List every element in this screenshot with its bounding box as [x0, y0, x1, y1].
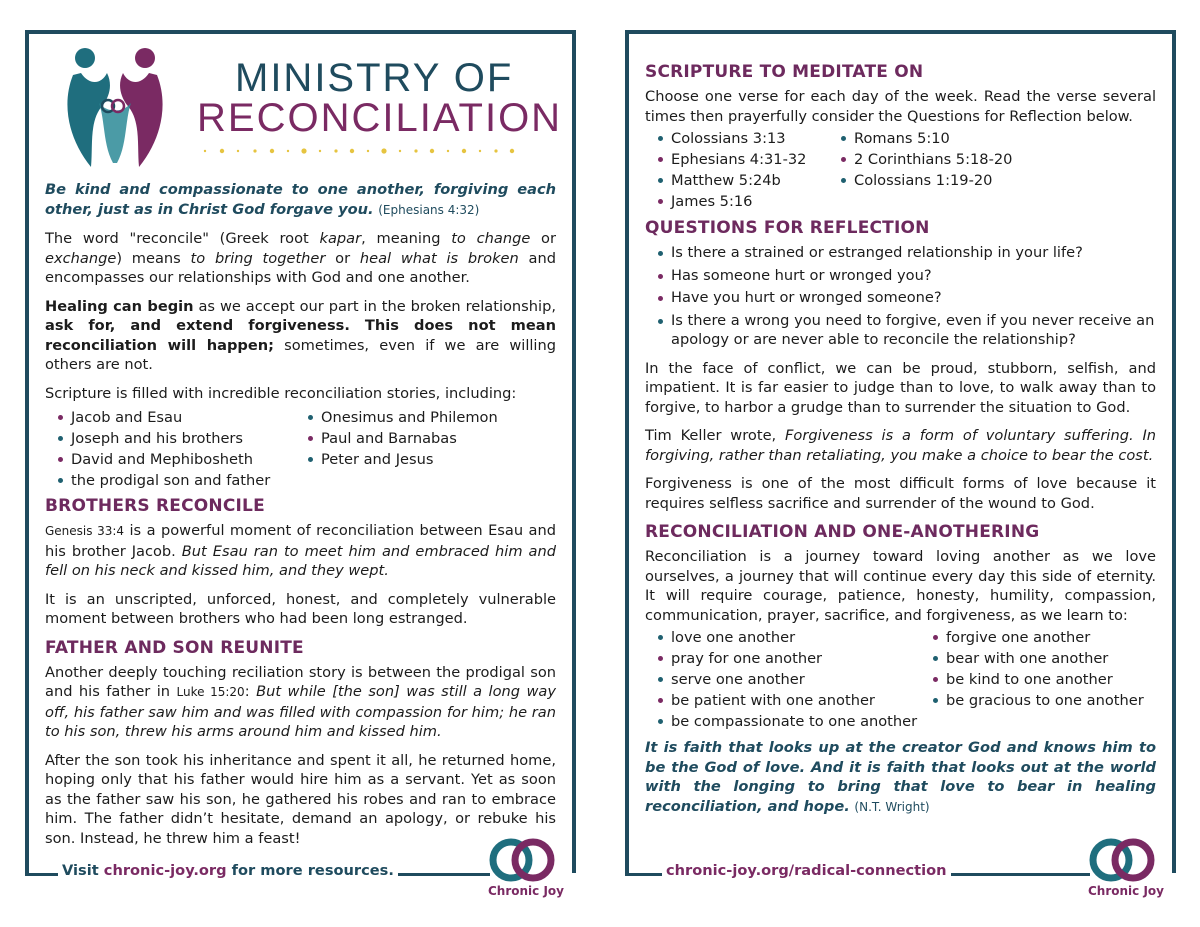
one-anothering-heading: RECONCILIATION AND ONE-ANOTHERING [645, 522, 1040, 542]
left-panel [25, 30, 576, 873]
reconcile-definition: The word "reconcile" (Greek root kapar, meaning to change or exchange) means to bring together or heal what is broken and encompasses our relationships with God and one another. [45, 230, 556, 286]
one-anothering-paragraph: Reconciliation is a journey toward loving another as we love ourselves, a journey that will continue every day this side of eternity. It will require courage, patience, honesty, humility, compassion, communication, prayer, sacrifice, and forgiveness, as we learn to: [645, 548, 1156, 624]
healing-paragraph: Healing can begin as we accept our part in the broken relationship, ask for, and extend forgiveness. This does not mean reconciliation will happen; sometimes, even if we are willing others are not. [45, 297, 556, 373]
list-item: Matthew 5:24b [645, 170, 828, 191]
list-item: Is there a strained or estranged relationship in your life? [645, 243, 1156, 263]
radical-connection-link[interactable]: chronic-joy.org/radical-connection [662, 862, 951, 879]
one-another-list [645, 627, 1156, 732]
list-item: be patient with one another [645, 690, 920, 711]
forgiveness-paragraph: Forgiveness is one of the most difficult forms of love because it requires selfless sacrifice and surrender of the wound to God. [645, 475, 1156, 512]
scripture-heading: SCRIPTURE TO MEDITATE ON [645, 62, 924, 82]
conflict-paragraph: In the face of conflict, we can be proud, stubborn, selfish, and impatient. It is far easier to judge than to love, to walk away than to forgive, to harbor a grudge than to surrender the situation to God. [645, 359, 1156, 416]
chronic-joy-rings-icon [488, 836, 556, 886]
ministry-logo [45, 34, 563, 174]
scripture-intro: Choose one verse for each day of the week. Read the verse several times then prayerfully consider the Questions for Reflection below. [645, 88, 1156, 125]
list-item: Joseph and his brothers [45, 428, 295, 449]
list-item: the prodigal son and father [45, 470, 295, 491]
father-paragraph-1: Another deeply touching reciliation story is between the prodigal son and his father in Luke 15:20: But while [the son] was still a long way off, his father saw him and was filled with compassion for him; he ran to his son, threw his arms around him and kissed him. [45, 663, 556, 740]
list-item: be compassionate to one another [645, 711, 920, 732]
list-item: Colossians 3:13 [645, 128, 828, 149]
list-item: Have you hurt or wronged someone? [645, 288, 1156, 308]
list-item: Peter and Jesus [295, 449, 556, 470]
chronic-joy-link[interactable]: chronic-joy.org [103, 862, 227, 879]
brothers-paragraph-2: It is an unscripted, unforced, honest, and completely vulnerable moment between brothers who had been long estranged. [45, 590, 556, 627]
list-item: Onesimus and Philemon [295, 407, 556, 428]
brothers-heading: BROTHERS RECONCILE [45, 496, 265, 516]
list-item: be gracious to one another [920, 690, 1156, 711]
father-paragraph-2: After the son took his inheritance and spent it all, he returned home, hoping only that his father would hire him as a servant. Yet as soon as the father saw his son, he gathered his robes and ran to embrace him. The father didn’t hesitate, demand an apology, or rebuke his son. Instead, he threw him a feast! [45, 751, 556, 847]
title-line-1: MINISTRY OF [235, 56, 514, 100]
father-heading: FATHER AND SON REUNITE [45, 637, 304, 658]
list-item: James 5:16 [645, 191, 828, 212]
list-item: 2 Corinthians 5:18-20 [828, 149, 1156, 170]
embrace-emblem-icon [59, 45, 169, 170]
footer-visit: Visit chronic-joy.org for more resources. [58, 862, 398, 879]
questions-heading: QUESTIONS FOR REFLECTION [645, 218, 930, 238]
stories-intro: Scripture is filled with incredible reconciliation stories, including: [45, 384, 517, 402]
list-item: David and Mephibosheth [45, 449, 295, 470]
stories-list [45, 407, 556, 491]
list-item: Is there a wrong you need to forgive, even if you never receive an apology or are never able to reconcile the relationship? [645, 311, 1156, 350]
list-item: Has someone hurt or wronged you? [645, 266, 1156, 286]
list-item: love one another [645, 627, 920, 648]
closing-quote: It is faith that looks up at the creator God and knows him to be the God of love. And it is faith that looks out at the world with the longing to bring that love to bear in healing reconciliation, and hope. (N.T. Wright) [645, 739, 1156, 815]
keller-paragraph: Tim Keller wrote, Forgiveness is a form of voluntary suffering. In forgiving, rather than retaliating, you make a choice to bear the cost. [645, 427, 1156, 464]
list-item: Paul and Barnabas [295, 428, 556, 449]
brand-name: Chronic Joy [488, 884, 564, 898]
list-item: Jacob and Esau [45, 407, 295, 428]
list-item: forgive one another [920, 627, 1156, 648]
list-item: serve one another [645, 669, 920, 690]
chronic-joy-rings-icon [1088, 836, 1156, 886]
list-item: pray for one another [645, 648, 920, 669]
list-item: Romans 5:10 [828, 128, 1156, 149]
title-line-2: RECONCILIATION [197, 96, 563, 140]
brothers-paragraph-1: Genesis 33:4 is a powerful moment of reconciliation between Esau and his brother Jacob. But Esau ran to meet him and embraced him and fell on his neck and kissed him, and they wept. [45, 522, 557, 579]
decorative-dots [200, 146, 520, 156]
list-item: bear with one another [920, 648, 1156, 669]
verses-list [645, 128, 1156, 212]
brand-name: Chronic Joy [1088, 884, 1164, 898]
list-item: Colossians 1:19-20 [828, 170, 1156, 191]
list-item: Ephesians 4:31-32 [645, 149, 828, 170]
list-item: be kind to one another [920, 669, 1156, 690]
intro-quote: Be kind and compassionate to one another, forgiving each other, just as in Christ God forgave you. (Ephesians 4:32) [45, 181, 556, 218]
questions-list [645, 243, 1156, 350]
right-panel [625, 30, 1176, 873]
